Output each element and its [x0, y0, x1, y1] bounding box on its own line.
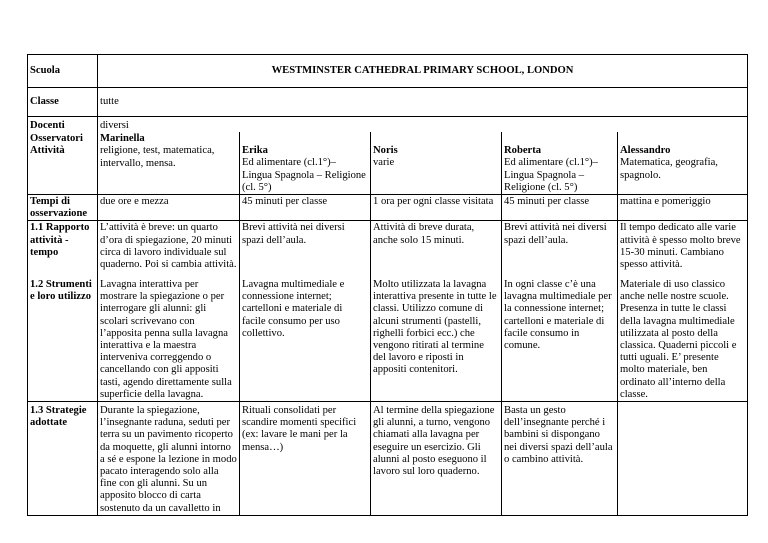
classe-value: tutte: [98, 88, 748, 117]
teacher-activity: Ed alimentare (cl.1°)– Lingua Spagnola – Religione (cl. 5°): [242, 157, 366, 193]
observation-table: [27, 54, 748, 516]
strategie-value: Durante la spiegazione, l’insegnante raduna, seduti per terra su un pavimento ricoperto da moquette, gli alunni intorno a sé e espone la lezione in modo pacato interagendo solo alla fine con gli alunni. Su un apposito blocco di carta sostenuto da un cavalletto in: [98, 401, 240, 515]
tempi-label: Tempi di osservazione: [28, 195, 98, 221]
strategie-label: 1.3 Strategie adottate: [28, 401, 98, 515]
teacher-activity: religione, test, matematica, intervallo, mensa.: [100, 145, 215, 169]
teacher-name: Alessandro: [620, 145, 671, 157]
docenti-value: diversi: [98, 117, 748, 133]
strumenti-value: Molto utilizzata la lavagna interattiva presente in tutte le classi. Utilizzo comune di alcuni strumenti (pastelli, righelli forbici ecc.) che vengono ritirati al termine del lavoro e riposti in appositi contenitori.: [371, 278, 502, 402]
strumenti-value: In ogni classe c’è una lavagna multimediale per la connessione internet; cartelloni e materiale di facile consumo in comune.: [502, 278, 618, 402]
row-scuola: [28, 55, 748, 88]
row-classe: [28, 88, 748, 117]
rapporto-value: Il tempo dedicato alle varie attività è spesso molto breve 15-30 minuti. Cambiano spesso attività.: [618, 221, 748, 278]
teacher-cell: [371, 132, 502, 194]
rapporto-value: Attività di breve durata, anche solo 15 minuti.: [371, 221, 502, 278]
rapporto-value: L’attività è breve: un quarto d’ora di spiegazione, 20 minuti circa di lavoro individuale sul quaderno. Poi si cambia attività.: [98, 221, 240, 278]
row-tempi: [28, 195, 748, 221]
teacher-name: Erika: [242, 145, 268, 157]
osservatori-label: Osservatori: [30, 133, 83, 145]
strumenti-value: Lavagna multimediale e connessione internet; cartelloni e materiale di facile consumo per uso collettivo.: [240, 278, 371, 402]
strumenti-label: 1.2 Strumenti e loro utilizzo: [28, 278, 98, 402]
rapporto-value: Brevi attività nei diversi spazi dell’aula.: [240, 221, 371, 278]
strumenti-value: Lavagna interattiva per mostrare la spiegazione o per interrogare gli alunni: gli scolari scrivevano con l’apposita penna sulla lavagna interattiva e la maestra interveniva correggendo o cancellando con gli appositi tasti, agendo direttamente sulla superficie della lavagna.: [98, 278, 240, 402]
row-strategie: [28, 401, 748, 515]
teacher-cell: [618, 132, 748, 194]
row-rapporto: [28, 221, 748, 278]
teacher-cell: [98, 132, 240, 194]
teacher-activity: varie: [373, 157, 395, 169]
classe-label: Classe: [28, 88, 98, 117]
tempi-value: 45 minuti per classe: [502, 195, 618, 221]
scuola-label: Scuola: [28, 55, 98, 88]
attivita-label: Attività: [30, 145, 65, 157]
scuola-value: WESTMINSTER CATHEDRAL PRIMARY SCHOOL, LONDON: [98, 55, 748, 88]
row-osservatori: [28, 132, 748, 194]
row-strumenti: [28, 278, 748, 402]
tempi-value: mattina e pomeriggio: [618, 195, 748, 221]
teacher-cell: [240, 132, 371, 194]
strategie-value: [618, 401, 748, 515]
teacher-activity: Matematica, geografia, spagnolo.: [620, 157, 718, 181]
strumenti-value: Materiale di uso classico anche nelle nostre scuole. Presenza in tutte le classi della lavagna multimediale utilizzata al posto della classica. Quaderni piccoli e tutti uguali. E’ presente molto materiale, ben ordinato all’interno della classe.: [618, 278, 748, 402]
strategie-value: Al termine della spiegazione gli alunni, a turno, vengono chiamati alla lavagna per eseguire un esercizio. Gli alunni al posto eseguono il lavoro sul loro quaderno.: [371, 401, 502, 515]
row-docenti: [28, 117, 748, 133]
rapporto-label: 1.1 Rapporto attività -tempo: [28, 221, 98, 278]
tempi-value: 45 minuti per classe: [240, 195, 371, 221]
teacher-activity: Ed alimentare (cl.1°)– Lingua Spagnola – Religione (cl. 5°): [504, 157, 598, 193]
strategie-value: Basta un gesto dell’insegnante perché i bambini si dispongano nei diversi spazi dell’aula o cambino attività.: [502, 401, 618, 515]
teacher-cell: [502, 132, 618, 194]
rapporto-value: Brevi attività nei diversi spazi dell’aula.: [502, 221, 618, 278]
tempi-value: due ore e mezza: [98, 195, 240, 221]
teacher-name: Noris: [373, 145, 398, 157]
strategie-value: Rituali consolidati per scandire momenti specifici (ex: lavare le mani per la mensa…): [240, 401, 371, 515]
tempi-value: 1 ora per ogni classe visitata: [371, 195, 502, 221]
teacher-name: Marinella: [100, 133, 145, 145]
teacher-name: Roberta: [504, 145, 542, 157]
docenti-label: Docenti: [28, 117, 98, 133]
